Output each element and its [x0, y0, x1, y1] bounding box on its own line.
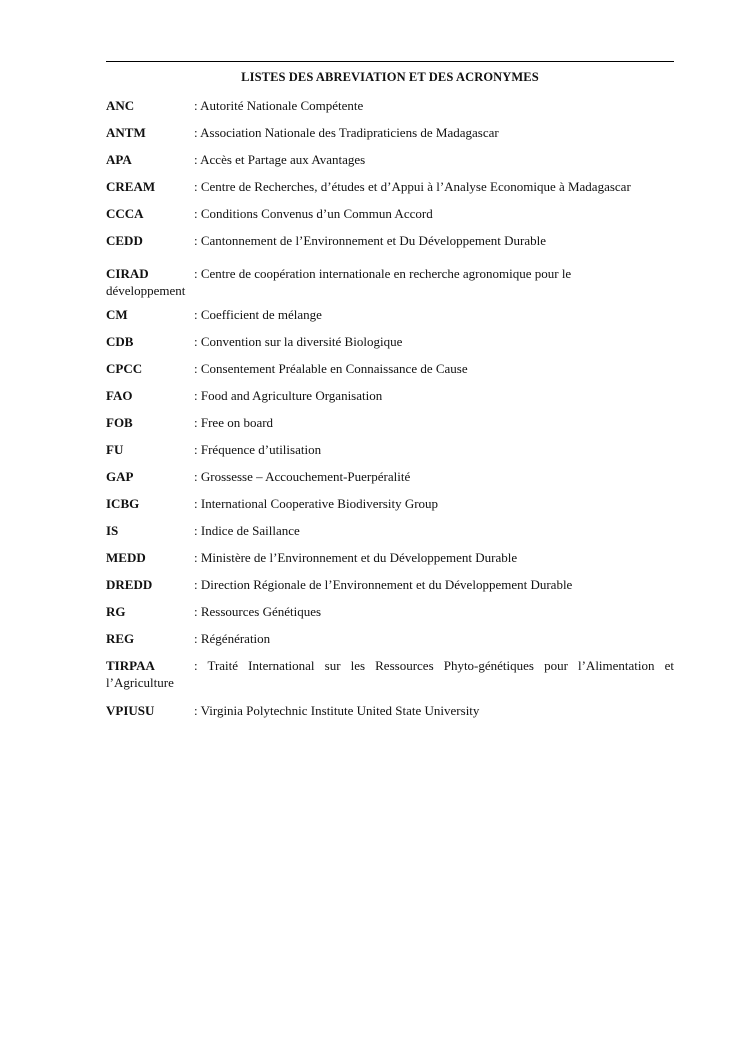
list-item [106, 441, 674, 468]
header-rule [106, 61, 674, 62]
abbreviation: VPIUSU [106, 703, 155, 718]
page-title: LISTES DES ABREVIATION ET DES ACRONYMES [241, 70, 539, 84]
definition: : Grossesse – Accouchement-Puerpéralité [194, 469, 411, 484]
abbreviation: ANTM [106, 125, 146, 140]
abbreviation: APA [106, 152, 132, 167]
abbreviation: CREAM [106, 179, 156, 194]
abbreviation: DREDD [106, 577, 153, 592]
definition-line-1: : Traité International sur les Ressources Phyto-génétiques pour l’Alimentation et [194, 658, 674, 673]
definition: : Ressources Génétiques [194, 604, 322, 619]
abbreviation: GAP [106, 469, 134, 484]
list-item [106, 178, 674, 205]
definition: : Consentement Préalable en Connaissance de Cause [194, 361, 468, 376]
list-item [106, 333, 674, 360]
abbreviation: FAO [106, 388, 133, 403]
abbreviation: REG [106, 631, 135, 646]
definition: : Direction Régionale de l’Environnement et du Développement Durable [194, 577, 573, 592]
definition: : Ministère de l’Environnement et du Développement Durable [194, 550, 518, 565]
definition: : Association Nationale des Tradipraticiens de Madagascar [194, 125, 499, 140]
abbreviation: CIRAD [106, 266, 149, 281]
list-item [106, 232, 674, 259]
list-item [106, 468, 674, 495]
list-item [106, 151, 674, 178]
abbreviation: FOB [106, 415, 133, 430]
list-item [106, 124, 674, 151]
list-item [106, 657, 674, 702]
definition: : Autorité Nationale Compétente [194, 98, 364, 113]
abbreviation: CPCC [106, 361, 143, 376]
definition: : Free on board [194, 415, 274, 430]
definition: : Centre de Recherches, d’études et d’Appui à l’Analyse Economique à Madagascar [194, 179, 631, 194]
list-item [106, 702, 674, 729]
abbreviation-list [106, 97, 674, 729]
abbreviation: RG [106, 604, 126, 619]
abbreviation: CEDD [106, 233, 143, 248]
definition: : Coefficient de mélange [194, 307, 322, 322]
list-item [106, 306, 674, 333]
definition: : Conditions Convenus d’un Commun Accord [194, 206, 433, 221]
abbreviation: FU [106, 442, 124, 457]
definition: : International Cooperative Biodiversity Group [194, 496, 439, 511]
list-item [106, 259, 674, 306]
list-item [106, 97, 674, 124]
definition: : Indice de Saillance [194, 523, 300, 538]
list-item [106, 414, 674, 441]
definition: : Régénération [194, 631, 271, 646]
abbreviation: TIRPAA [106, 658, 155, 673]
definition-line-1: : Centre de coopération internationale en recherche agronomique pour le [194, 266, 572, 281]
abbreviation: CM [106, 307, 128, 322]
list-item [106, 205, 674, 232]
definition-line-2: l’Agriculture [106, 675, 174, 690]
list-item [106, 630, 674, 657]
list-item [106, 387, 674, 414]
abbreviation: MEDD [106, 550, 146, 565]
definition: : Food and Agriculture Organisation [194, 388, 383, 403]
definition: : Convention sur la diversité Biologique [194, 334, 403, 349]
definition: : Cantonnement de l’Environnement et Du Développement Durable [194, 233, 546, 248]
definition: : Accès et Partage aux Avantages [194, 152, 366, 167]
list-item [106, 495, 674, 522]
abbreviation: ICBG [106, 496, 140, 511]
abbreviation: CDB [106, 334, 134, 349]
list-item [106, 360, 674, 387]
list-item [106, 522, 674, 549]
list-item [106, 603, 674, 630]
definition-line-2: développement [106, 283, 186, 298]
definition: : Fréquence d’utilisation [194, 442, 322, 457]
list-item [106, 549, 674, 576]
definition: : Virginia Polytechnic Institute United State University [194, 703, 480, 718]
list-item [106, 576, 674, 603]
abbreviation: CCCA [106, 206, 144, 221]
abbreviation: ANC [106, 98, 135, 113]
abbreviation: IS [106, 523, 119, 538]
